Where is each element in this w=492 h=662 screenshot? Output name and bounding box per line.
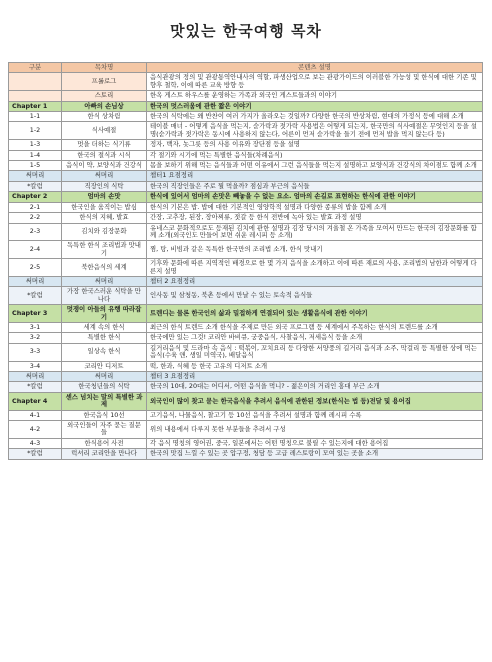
table-row: [9, 322, 483, 332]
row-description: 챕터 3 요점정리: [147, 372, 483, 382]
row-title: 프롤로그: [62, 73, 147, 91]
row-title: 한국음식 10선: [62, 410, 147, 420]
row-category: *칼럼: [9, 181, 62, 191]
chapter-row: [9, 305, 483, 323]
row-category: 4-2: [9, 421, 62, 439]
table-row: [9, 343, 483, 361]
row-description: 한국의 직장인들은 주로 뭘 먹을까? 점심과 부근의 음식들: [147, 181, 483, 191]
row-title: 아빠의 손님상: [62, 101, 147, 111]
row-description: 한옥 게스트 하우스를 운영하는 가족과 외국인 게스트들과의 이야기: [147, 91, 483, 101]
row-category: 1-3: [9, 140, 62, 150]
row-category: 1-4: [9, 150, 62, 160]
summary-row: [9, 171, 483, 181]
row-title: 스토리: [62, 91, 147, 101]
column-row: [9, 449, 483, 459]
toc-table: [8, 62, 483, 460]
table-row: [9, 112, 483, 122]
row-category: [9, 73, 62, 91]
row-title: 멋쟁이 아들의 유행 따라잡기: [62, 305, 147, 323]
row-description: 챕터1 요점정리: [147, 171, 483, 181]
row-category: 2-1: [9, 202, 62, 212]
row-description: 테이블 매너 - 어떻게 음식을 먹는지, 숟가락과 젓가락 사용법은 어떻게 되는지, 한국만의 식사예절은 무엇인지 등을 설명(숟가락과 젓가락은 동시에 사용하지 않는다, 어른이 먼저 숟가락을 들기 전에 먼저 밥을 먹지 않는다 등): [147, 122, 483, 140]
row-title: 북한음식의 세계: [62, 259, 147, 277]
row-title: 음식이 약, 보양식과 건강식: [62, 161, 147, 171]
row-title: 식사예절: [62, 122, 147, 140]
row-description: 외국인이 많이 찾고 묻는 한국음식을 추려서 음식에 관한된 정보(한식는 법 등)전달 및 용어집: [147, 392, 483, 410]
row-category: Chapter 2: [9, 192, 62, 202]
row-description: 유네스코 문화적으로도 등재된 김치에 관한 설명과 김장 당시의 겨울철 온 가족을 모여서 만드는 한국의 김장문화를 함께 소개(외국인도 만들어 보면 쉬운 레시피 등 소개): [147, 223, 483, 241]
row-category: Chapter 1: [9, 101, 62, 111]
row-category: Chapter 3: [9, 305, 62, 323]
row-description: 정자, 백자, 놋그릇 등의 사용 이유와 장단점 등을 설명: [147, 140, 483, 150]
row-category: 3-2: [9, 333, 62, 343]
summary-row: [9, 372, 483, 382]
column-row: [9, 287, 483, 305]
row-category: *칼럼: [9, 382, 62, 392]
row-title: 일상속 한식: [62, 343, 147, 361]
row-description: 몸을 보하기 위해 먹는 음식들과 어떤 이유에서 그런 음식들을 먹는지 설명하고 보양식과 건강식의 차이점도 함께 소개: [147, 161, 483, 171]
row-title: 써머리: [62, 171, 147, 181]
row-category: *칼럼: [9, 449, 62, 459]
table-row: [9, 150, 483, 160]
row-description: 위의 내용에서 다루지 못한 부분들을 추려서 구성: [147, 421, 483, 439]
table-row: [9, 333, 483, 343]
column-row: [9, 382, 483, 392]
row-title: 센스 넘치는 말의 특별한 과제: [62, 392, 147, 410]
row-description: 한국의 맛집 느낄 수 있는 곳 압구정, 청담 등 고급 레스토랑이 모여 있는 곳을 소개: [147, 449, 483, 459]
row-description: 한국의 식탁에는 왜 반찬이 여러 가지가 올라오는 것일까? 다양한 한국의 반상차림, 현대의 가정식 등에 대해 소개: [147, 112, 483, 122]
table-row: [9, 161, 483, 171]
row-description: 기후와 문화에 따른 지역적인 배경으로 한 몇 가지 음식을 소개하고 이에 따른 재료의 사용, 조리법의 남한과 어떻게 다른지 설명: [147, 259, 483, 277]
row-title: 한국인을 움직이는 밥심: [62, 202, 147, 212]
row-description: 간장, 고추장, 된장, 장아찌류, 젓갈 등 한식 전반에 녹아 있는 발효 과정 설명: [147, 213, 483, 223]
header-category: 구분: [9, 63, 62, 73]
row-description: 한국에만 있는 그것! 코리안 바비큐, 궁중음식, 사찰음식, 저세음식 등을 소개: [147, 333, 483, 343]
table-row: [9, 140, 483, 150]
row-title: 엄마의 손맛: [62, 192, 147, 202]
row-category: 1-1: [9, 112, 62, 122]
table-row: [9, 122, 483, 140]
table-row: [9, 259, 483, 277]
row-category: 써머리: [9, 276, 62, 286]
row-title: 특별한 한식: [62, 333, 147, 343]
row-description: 한식에 있어서 엄마의 손맛은 빼놓을 수 없는 요소. 엄마의 손길로 표현하는 한식에 관한 이야기: [147, 192, 483, 202]
row-description: 음식관광의 정의 및 관광통역안내사의 역할, 파생산업으로 보는 관광가이드의 이러블한 가능성 및 한식에 대한 기존 및 향후 철학, 이에 따른 교육 방향 등: [147, 73, 483, 91]
row-category: 3-4: [9, 361, 62, 371]
row-category: 1-5: [9, 161, 62, 171]
chapter-row: [9, 392, 483, 410]
chapter-row: [9, 101, 483, 111]
row-description: 떡, 한과, 식혜 등 한국 고유의 디저트 소개: [147, 361, 483, 371]
row-description: 최근의 한식 트렌드 소개 한식을 주제로 만든 외국 프로그램 등 세계에서 주목하는 한식의 트렌드를 소개: [147, 322, 483, 332]
intro-row: [9, 91, 483, 101]
row-category: 1-2: [9, 122, 62, 140]
row-description: 길거리음식 및 드라마 속 음식 : 떡볶이, 꼬치요리 등 다양한 서양풍의 길거리 음식과 소주, 막걸리 등 특별한 상에 먹는 음식(수육 앤, 생일 미역국), 배달음식: [147, 343, 483, 361]
row-title: 써머리: [62, 276, 147, 286]
row-description: 각 절기와 시기에 먹는 특별한 음식들(차례음식): [147, 150, 483, 160]
table-row: [9, 223, 483, 241]
chapter-row: [9, 192, 483, 202]
row-title: 세계 속의 한식: [62, 322, 147, 332]
row-description: 각 음식 명칭의 영어권, 중국, 일본에서는 어떤 명칭으로 불릴 수 있는지에 대한 용어집: [147, 438, 483, 448]
row-category: Chapter 4: [9, 392, 62, 410]
row-category: 3-1: [9, 322, 62, 332]
row-title: 한국의 절식과 시식: [62, 150, 147, 160]
header-title: 목차명: [62, 63, 147, 73]
table-row: [9, 421, 483, 439]
row-description: 한식의 기본은 밥. 밥에 대한 기본적인 영양학적 설명과 다양한 종류의 밥을 함께 소개: [147, 202, 483, 212]
row-title: 직장인의 식탁: [62, 181, 147, 191]
table-row: [9, 241, 483, 259]
row-description: 한국의 멋스러움에 관한 짧은 이야기: [147, 101, 483, 111]
row-category: 4-1: [9, 410, 62, 420]
row-category: 써머리: [9, 372, 62, 382]
row-title: 한식용어 사전: [62, 438, 147, 448]
row-title: 럭셔리 코리안을 만나다: [62, 449, 147, 459]
table-header-row: [9, 63, 483, 73]
row-category: 3-3: [9, 343, 62, 361]
row-title: 김치와 김장문화: [62, 223, 147, 241]
row-category: 2-2: [9, 213, 62, 223]
row-title: 한식의 지혜, 발효: [62, 213, 147, 223]
table-row: [9, 213, 483, 223]
column-row: [9, 181, 483, 191]
row-title: 독특한 한식 조리법과 맛내기: [62, 241, 147, 259]
row-title: 써머리: [62, 372, 147, 382]
row-category: 2-5: [9, 259, 62, 277]
row-title: 외국인들이 자주 묻는 질문들: [62, 421, 147, 439]
table-row: [9, 361, 483, 371]
row-category: 2-3: [9, 223, 62, 241]
row-description: 트렌디는 물론 한국인의 삶과 밀접하게 연결되어 있는 생활음식에 관한 이야기: [147, 305, 483, 323]
row-title: 코리안 디저트: [62, 361, 147, 371]
row-description: 챕터 2 요점정리: [147, 276, 483, 286]
intro-row: [9, 73, 483, 91]
table-row: [9, 438, 483, 448]
row-category: [9, 91, 62, 101]
row-category: *칼럼: [9, 287, 62, 305]
table-row: [9, 202, 483, 212]
row-title: 한식 상차림: [62, 112, 147, 122]
row-description: 고기음식, 나물음식, 찰고기 등 10선 음식을 추려서 설명과 함께 레시피 수록: [147, 410, 483, 420]
row-category: 4-3: [9, 438, 62, 448]
row-title: 가장 한국스러운 식탁을 만나다: [62, 287, 147, 305]
row-description: 인사동 및 삼청동, 북촌 등에서 만날 수 있는 토속적 음식들: [147, 287, 483, 305]
row-title: 한국청년들의 식탁: [62, 382, 147, 392]
row-description: 한국의 10대, 20대는 어디서, 어떤 음식을 먹니? - 젊은이의 거리인 홍대 부근 소개: [147, 382, 483, 392]
row-category: 2-4: [9, 241, 62, 259]
header-description: 콘텐츠 설명: [147, 63, 483, 73]
table-row: [9, 410, 483, 420]
row-description: 찜, 탕, 비빔과 같은 독특한 한국만의 조리법 소개, 한식 맛내기: [147, 241, 483, 259]
row-title: 멋을 더하는 식기류: [62, 140, 147, 150]
summary-row: [9, 276, 483, 286]
document-title: 맛있는 한국여행 목차: [170, 22, 322, 40]
row-category: 써머리: [9, 171, 62, 181]
